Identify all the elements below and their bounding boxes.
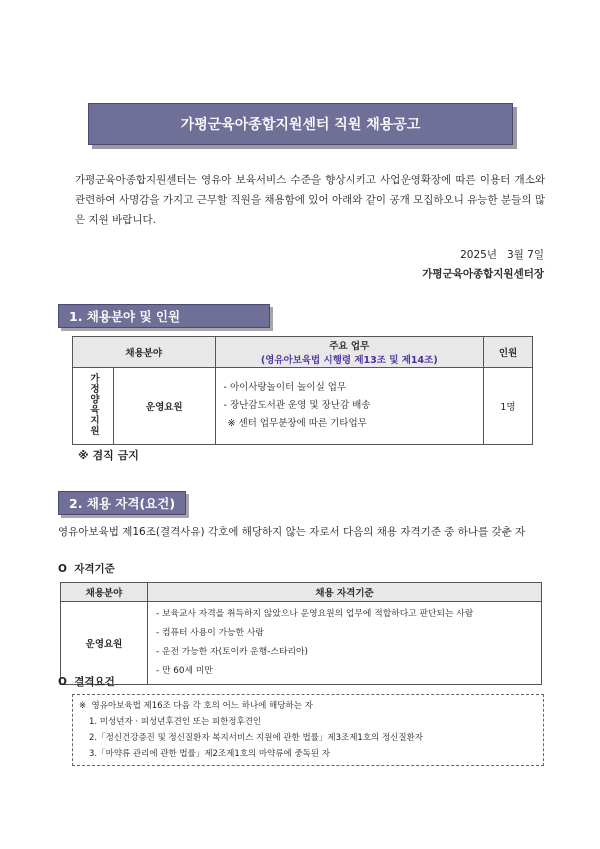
category-label: 가정양육지원	[88, 373, 99, 436]
disqualification-note: ※ 영유아보육법 제16조 다음 각 호의 어느 하나에 해당하는 자	[79, 701, 313, 711]
category-cell	[73, 368, 114, 445]
criteria-title: O 자격기준	[58, 563, 115, 575]
duty-note: ※ 센터 업무분장에 따른 기타업무	[227, 418, 367, 429]
list-item: 1. 미성년자 · 피성년후견인 또는 피한정후견인	[89, 717, 262, 727]
intro-paragraph: 가평군육아종합지원센터는 영유아 보육서비스 수준을 향상시키고 사업운영확장에 따른 이용터 개소와 관련하여 사명감을 가지고 근무할 직원을 채용함에 있어 아래와 같이 공개 모집하오니 유능한 분들의 많은 지원 바랍니다.	[75, 174, 545, 226]
list-item: - 장난감도서관 운영 및 장난감 배송	[224, 397, 476, 415]
duties-list	[224, 379, 476, 415]
position-cell: 운영요원	[114, 368, 216, 445]
table-row	[61, 602, 542, 685]
section-2-heading	[58, 491, 186, 515]
positions-table	[72, 336, 533, 445]
criteria-table	[60, 582, 542, 685]
page-title-banner	[88, 103, 513, 145]
col-count-header: 인원	[484, 337, 533, 368]
duties-cell	[215, 368, 484, 445]
col-field-header: 채용분야	[73, 337, 216, 368]
list-item: 2.「정신건강증진 및 정신질환자 복지서비스 지원에 관한 법률」제3조제1호의 정신질환자	[89, 733, 424, 743]
section-2-heading-text: 2. 채용 자격(요건)	[69, 496, 176, 511]
list-item: - 운전 가능한 자(토이카 운행-스타리아)	[156, 643, 533, 662]
disqualification-box	[72, 694, 544, 766]
table-header-row	[73, 337, 533, 368]
count-cell: 1명	[484, 368, 533, 445]
table-header-row	[61, 583, 542, 602]
list-item: - 아이사랑놀이터 놀이실 업무	[224, 379, 476, 397]
criteria-cell	[148, 602, 542, 685]
no-dual-employment: ※ 겸직 금지	[78, 449, 139, 462]
section-1-heading	[58, 304, 270, 328]
criteria-header: 채용 자격기준	[148, 583, 542, 602]
col-duty-title: 주요 업무	[329, 341, 370, 352]
criteria-position-cell: 운영요원	[61, 602, 148, 685]
list-item: - 보육교사 자격을 취득하지 않았으나 운영요원의 업무에 적합하다고 판단되는 사람	[156, 605, 533, 624]
table-row	[73, 368, 533, 445]
col-duty-header	[215, 337, 484, 368]
criteria-list	[156, 605, 533, 681]
announcement-date: 2025년 3월 7일	[460, 249, 544, 261]
col-duty-subtitle: (영유아보육법 시행령 제13조 및 제14조)	[260, 355, 438, 366]
page-title: 가평군육아종합지원센터 직원 채용공고	[180, 117, 421, 133]
criteria-field-header: 채용분야	[61, 583, 148, 602]
section-1-heading-text: 1. 채용분야 및 인원	[69, 309, 181, 324]
list-item: - 컴퓨터 사용이 가능한 사람	[156, 624, 533, 643]
disqualification-title: O 결격요건	[58, 676, 115, 688]
list-item: 3.「마약류 관리에 관한 법률」제2조제1호의 마약류에 중독된 자	[89, 749, 330, 759]
qualification-description: 영유아보육법 제16조(결격사유) 각호에 해당하지 않는 자로서 다음의 채용 자격기준 중 하나를 갖춘 자	[58, 526, 526, 538]
list-item: - 만 60세 미만	[156, 662, 533, 681]
signer: 가평군육아종합지원센터장	[422, 268, 544, 280]
